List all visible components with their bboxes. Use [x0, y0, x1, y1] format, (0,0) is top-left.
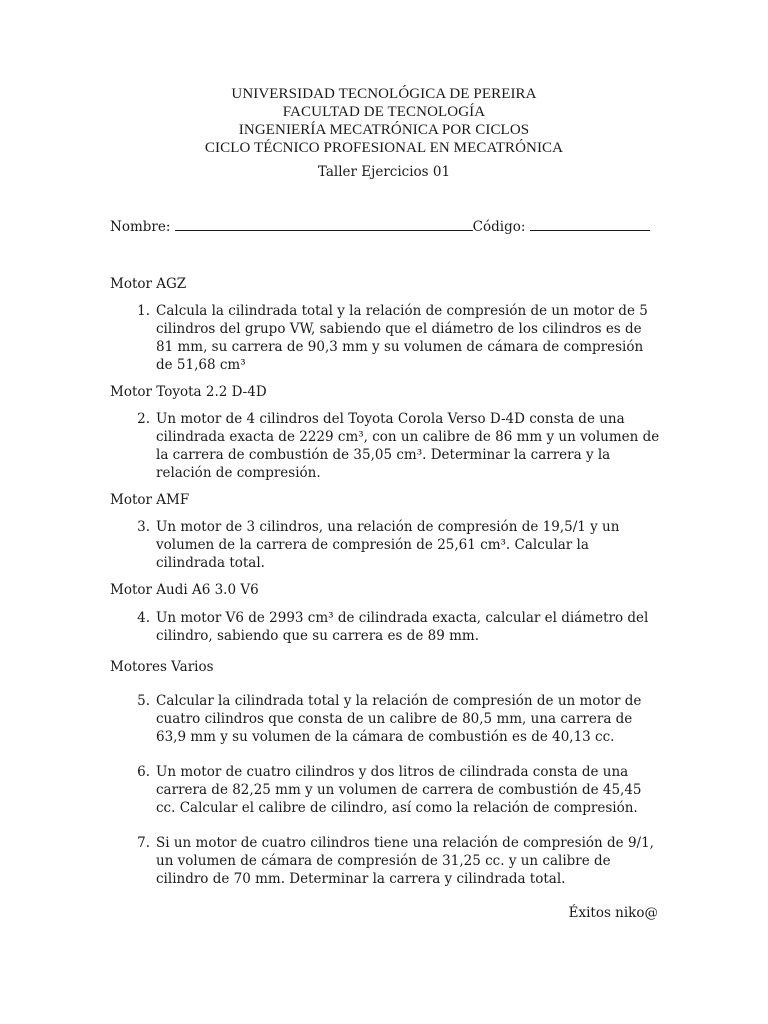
section-title-motores-varios: Motores Varios — [110, 659, 214, 675]
exercise-number: 3. — [137, 519, 150, 535]
exercise-number: 2. — [137, 411, 150, 427]
code-blank-line — [530, 218, 650, 231]
document-header — [0, 85, 768, 157]
exercise-item — [130, 692, 660, 746]
exercise-text: Calcular la cilindrada total y la relación de compresión de un motor de cuatro cilindros que consta de un calibre de 80,5 mm, una carrera de 63,9 mm y su volumen de la cámara de combustión es de 40,13 cc. — [156, 693, 642, 745]
exercise-text: Si un motor de cuatro cilindros tiene una relación de compresión de 9/1, un volumen de cámara de compresión de 31,25 cc. y un calibre de cilindro de 70 mm. Determinar la carrera y cilindrada total. — [156, 835, 654, 887]
exercise-text: Calcula la cilindrada total y la relación de compresión de un motor de 5 cilindros del grupo VW, sabiendo que el diámetro de los cilindros es de 81 mm, su carrera de 90,3 mm y su volumen de cámara de compresión de 51,68 cm³ — [156, 303, 648, 373]
exercise-text: Un motor de cuatro cilindros y dos litros de cilindrada consta de una carrera de 82,25 mm y un volumen de carrera de combustión de 45,45 cc. Calcular el calibre de cilindro, así como la relación de compresión. — [156, 764, 642, 816]
cycle-name: CICLO TÉCNICO PROFESIONAL EN MECATRÓNICA — [204, 140, 564, 156]
exercise-text: Un motor V6 de 2993 cm³ de cilindrada exacta, calcular el diámetro del cilindro, sabiendo que su carrera es de 89 mm. — [156, 610, 649, 644]
exercise-number: 1. — [137, 303, 150, 319]
code-label: Código: — [472, 219, 526, 235]
exercise-item — [130, 763, 660, 817]
section-title-motor-agz: Motor AGZ — [110, 276, 187, 292]
exercise-number: 6. — [137, 764, 150, 780]
closing-signature: Éxitos niko@ — [568, 905, 658, 921]
student-info-row — [110, 218, 670, 236]
exercise-item — [130, 609, 660, 645]
exercise-item — [130, 518, 660, 572]
university-name: UNIVERSIDAD TECNOLÓGICA DE PEREIRA — [231, 86, 537, 102]
name-blank-line — [175, 218, 473, 231]
section-title-motor-toyota: Motor Toyota 2.2 D-4D — [110, 384, 267, 400]
document-subtitle: Taller Ejercicios 01 — [317, 164, 451, 180]
exercise-number: 5. — [137, 693, 150, 709]
exercise-item — [130, 302, 660, 374]
exercise-item — [130, 834, 660, 888]
faculty-name: FACULTAD DE TECNOLOGÍA — [282, 104, 486, 120]
exercise-text: Un motor de 3 cilindros, una relación de compresión de 19,5/1 y un volumen de la carrera de compresión de 25,61 cm³. Calcular la cilindrada total. — [156, 519, 620, 571]
section-title-motor-audi: Motor Audi A6 3.0 V6 — [110, 582, 259, 598]
exercise-number: 4. — [137, 610, 150, 626]
program-name: INGENIERÍA MECATRÓNICA POR CICLOS — [238, 122, 530, 138]
section-title-motor-amf: Motor AMF — [110, 492, 190, 508]
exercise-item — [130, 410, 660, 482]
exercise-number: 7. — [137, 835, 150, 851]
exercise-text: Un motor de 4 cilindros del Toyota Corola Verso D-4D consta de una cilindrada exacta de 2229 cm³, con un calibre de 86 mm y un volumen de la carrera de combustión de 35,05 cm³. Determinar la carrera y la relación de compresión. — [156, 411, 660, 481]
name-label: Nombre: — [110, 219, 171, 235]
